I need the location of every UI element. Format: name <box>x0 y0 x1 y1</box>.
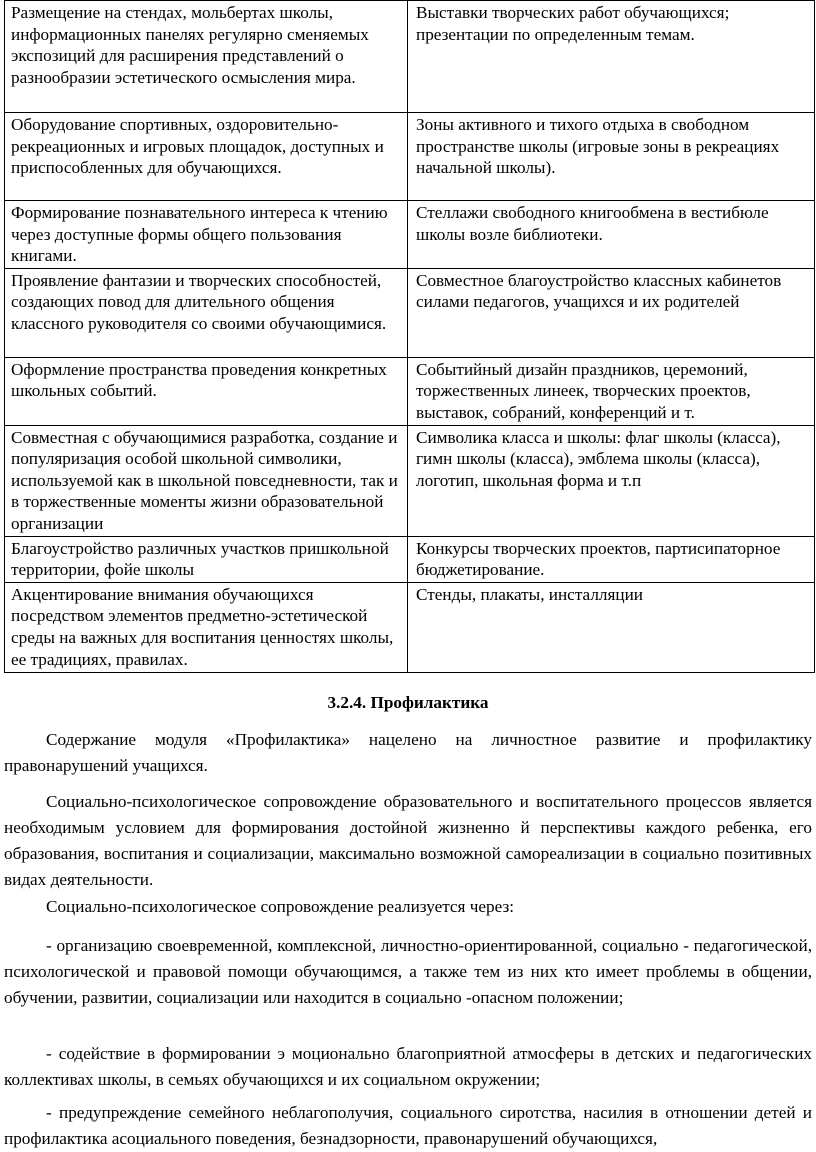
table-row <box>5 536 815 582</box>
paragraph <box>4 894 812 920</box>
list-item-text: - организацию своевременной, комплексной, личностно-ориентированной, социально - педагогической, психологической и правовой помощи обучающимся, а также тем из них кто имеет проблемы в общении, обучении, развитии, социализации или находится в социально -опасном положении; <box>4 936 812 1007</box>
list-item <box>4 1041 812 1093</box>
table-cell-activity: Оформление пространства проведения конкретных школьных событий. <box>5 357 408 425</box>
table-cell-form: Конкурсы творческих проектов, партисипаторное бюджетирование. <box>408 536 815 582</box>
table-cell-activity: Размещение на стендах, мольбертах школы, информационных панелях регулярно сменяемых экспозиций для расширения представлений о разнообразии эстетического осмысления мира. <box>5 1 408 113</box>
table-cell-activity: Благоустройство различных участков пришкольной территории, фойе школы <box>5 536 408 582</box>
table-cell-form: Зоны активного и тихого отдыха в свободном пространстве школы (игровые зоны в рекреациях начальной школы). <box>408 113 815 201</box>
list-item-text: - предупреждение семейного неблагополучия, социального сиротства, насилия в отношении детей и профилактика асоциального поведения, безнадзорности, правонарушений обучающихся, <box>4 1103 812 1148</box>
environment-table <box>4 0 815 673</box>
table-cell-form: Стеллажи свободного книгообмена в вестибюле школы возле библиотеки. <box>408 201 815 269</box>
table-row <box>5 268 815 357</box>
table-cell-activity: Формирование познавательного интереса к чтению через доступные формы общего пользования книгами. <box>5 201 408 269</box>
section-heading: 3.2.4. Профилактика <box>327 693 489 712</box>
table-row <box>5 1 815 113</box>
table-row <box>5 425 815 536</box>
table-cell-form: Совместное благоустройство классных кабинетов силами педагогов, учащихся и их родителей <box>408 268 815 357</box>
table-cell-form: Событийный дизайн праздников, церемоний, торжественных линеек, творческих проектов, выставок, собраний, конференций и т. <box>408 357 815 425</box>
table-row <box>5 582 815 672</box>
list-item-text: - содействие в формировании э моционально благоприятной атмосферы в детских и педагогических коллективах школы, в семьях обучающихся и их социальном окружении; <box>4 1044 812 1089</box>
paragraph-text: Социально-психологическое сопровождение образовательного и воспитательного процессов является необходимым условием для формирования достойной жизненно й перспективы каждого ребенка, его образования, воспитания и социализации, максимально возможной самореализации в социально позитивных видах деятельности. <box>4 792 812 889</box>
table-row <box>5 201 815 269</box>
paragraph-text: Содержание модуля «Профилактика» нацелено на личностное развитие и профилактику правонарушений учащихся. <box>4 730 812 775</box>
table-row <box>5 113 815 201</box>
list-item <box>4 933 812 1011</box>
table-cell-form: Стенды, плакаты, инсталляции <box>408 582 815 672</box>
table-cell-activity: Акцентирование внимания обучающихся посредством элементов предметно-эстетической среды на важных для воспитания ценностях школы, ее традициях, правилах. <box>5 582 408 672</box>
list-item <box>4 1100 812 1152</box>
paragraph <box>4 727 812 779</box>
table-cell-activity: Оборудование спортивных, оздоровительно-рекреационных и игровых площадок, доступных и приспособленных для обучающихся. <box>5 113 408 201</box>
table-cell-activity: Совместная с обучающимися разработка, создание и популяризация особой школьной символики, используемой как в школьной повседневности, так и в торжественные моменты жизни образовательной организации <box>5 425 408 536</box>
table-cell-form: Выставки творческих работ обучающихся; презентации по определенным темам. <box>408 1 815 113</box>
paragraph <box>4 789 812 893</box>
table-row <box>5 357 815 425</box>
table-cell-activity: Проявление фантазии и творческих способностей, создающих повод для длительного общения классного руководителя со своими обучающимися. <box>5 268 408 357</box>
paragraph-text: Социально-психологическое сопровождение реализуется через: <box>46 897 515 916</box>
table-cell-form: Символика класса и школы: флаг школы (класса), гимн школы (класса), эмблема школы (класса), логотип, школьная форма и т.п <box>408 425 815 536</box>
